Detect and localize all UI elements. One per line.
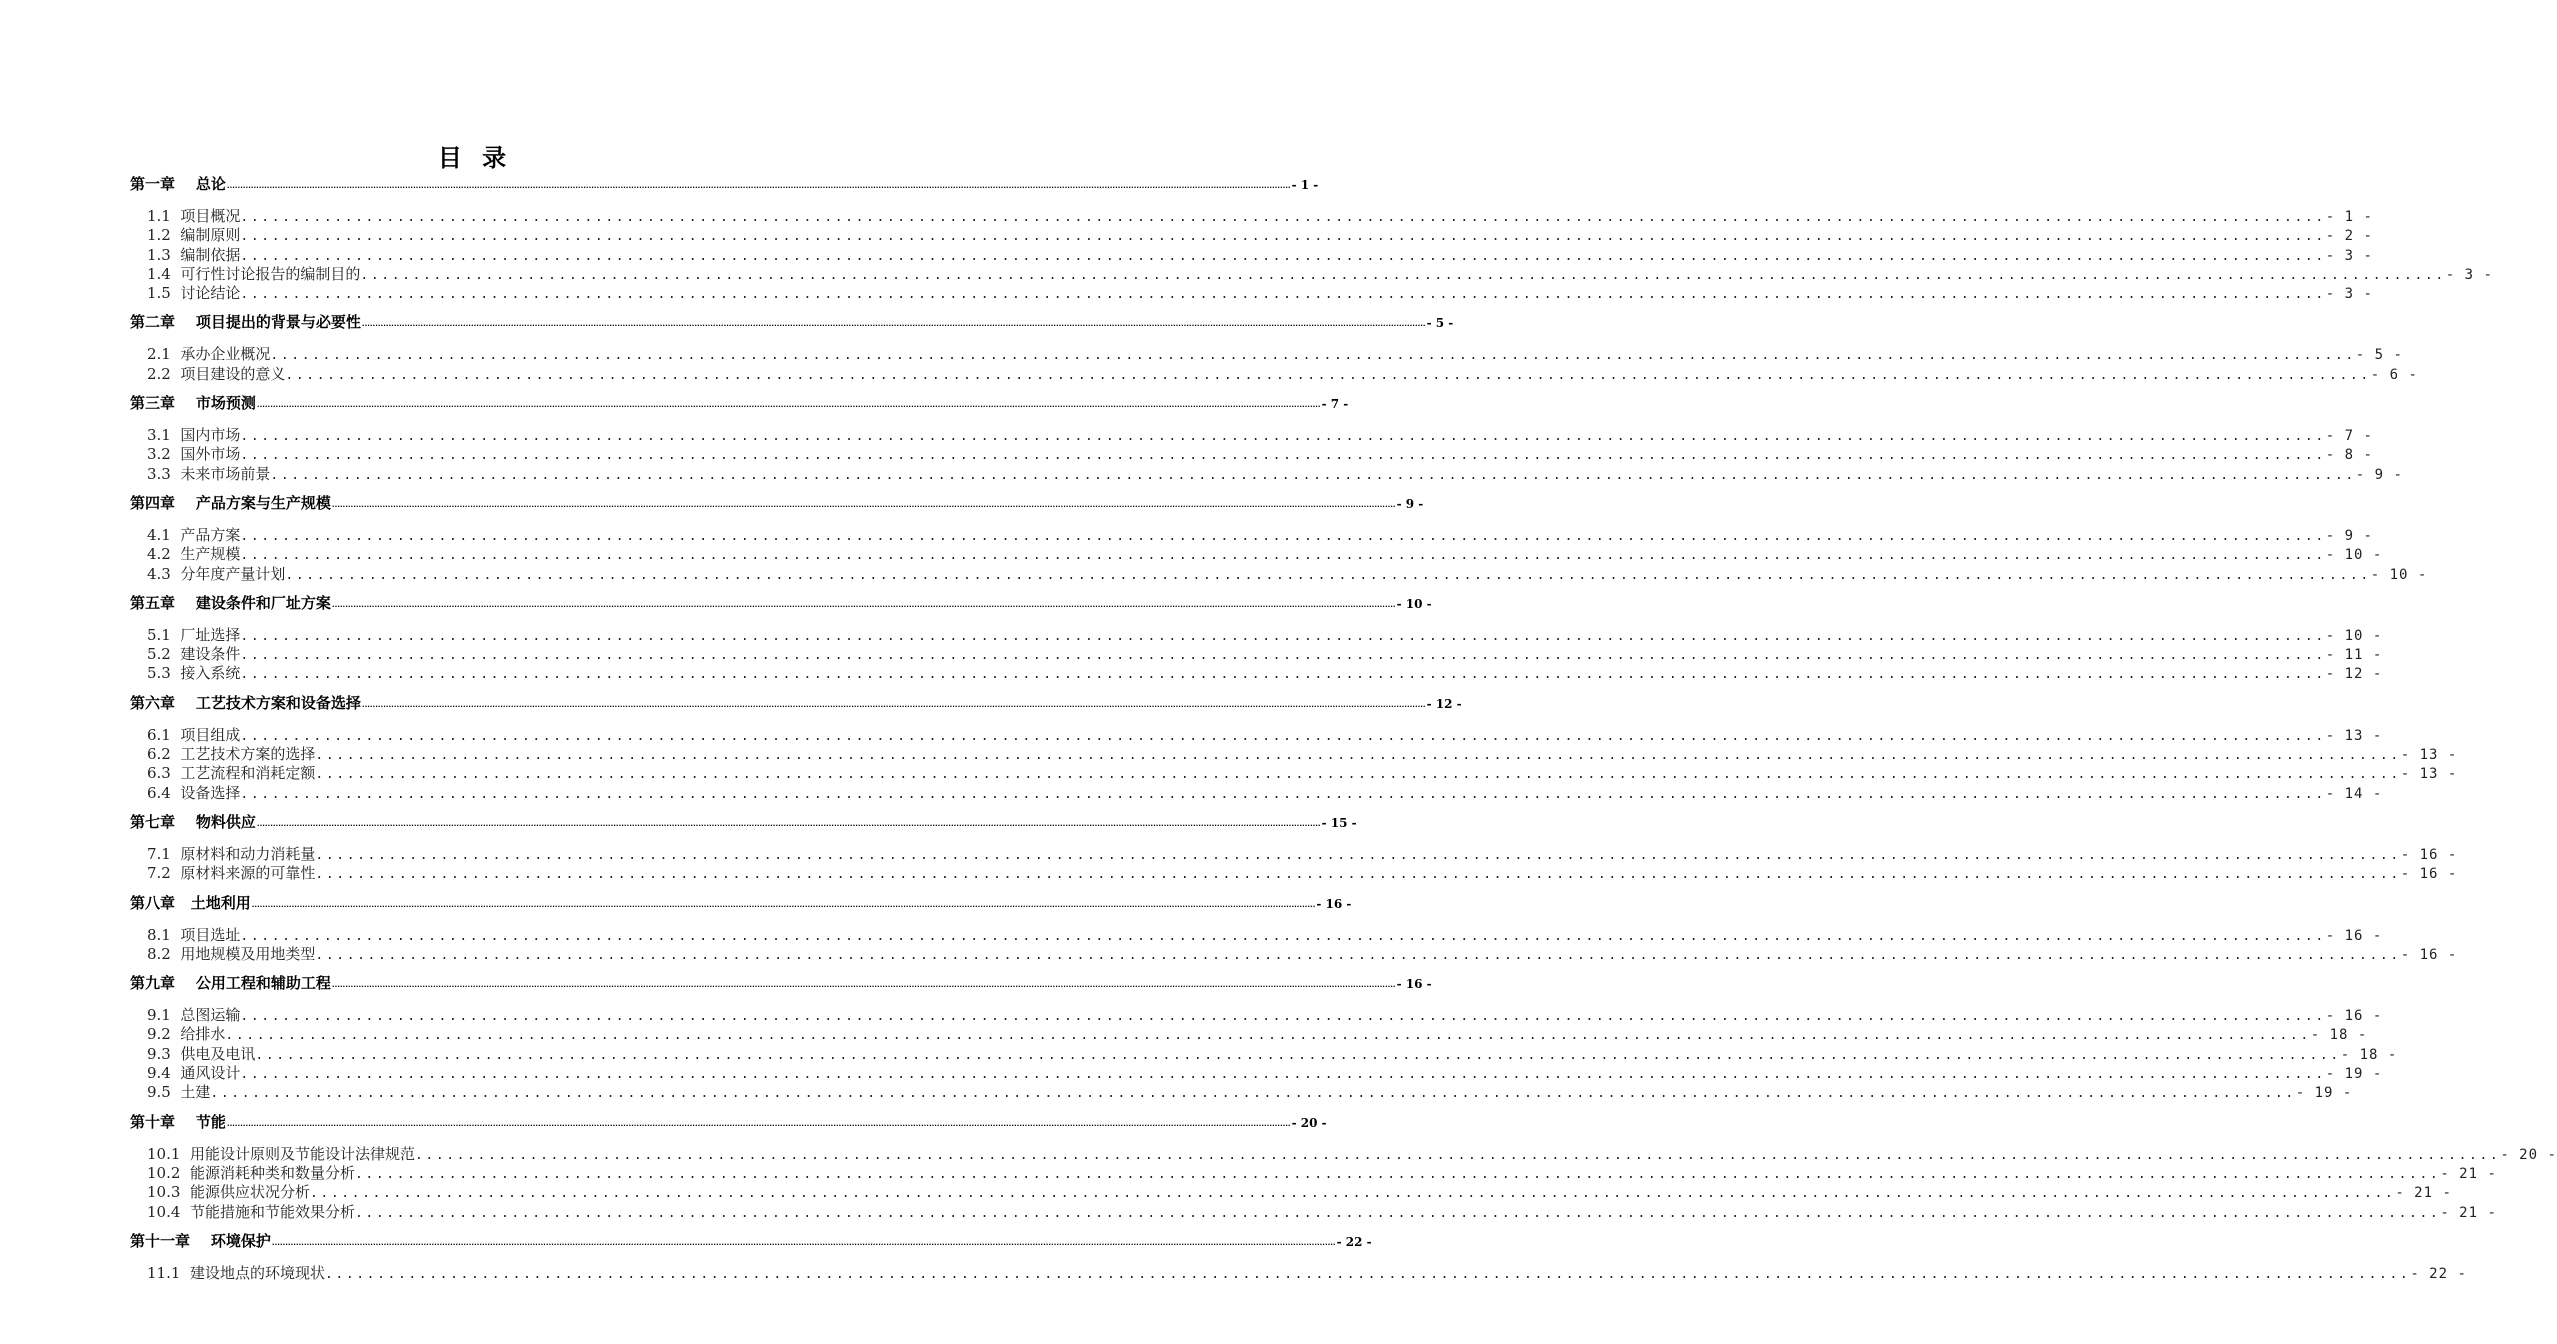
section-page-number: - 2 - <box>2325 228 2373 245</box>
toc-section-entry[interactable] <box>147 244 2373 264</box>
section-title: 供电及电讯 <box>180 1044 256 1063</box>
section-number: 2.1 <box>147 345 171 364</box>
chapter-page-number: - 16 - <box>1396 977 1432 992</box>
chapter-spacer <box>175 894 191 912</box>
chapter-title: 工艺技术方案和设备选择 <box>195 693 361 712</box>
dot-leader: ........................................................................................................................................................................................................ <box>354 1166 2441 1182</box>
chapter-number: 第四章 <box>130 493 176 512</box>
chapter-spacer <box>175 394 196 412</box>
section-number: 10.2 <box>147 1163 181 1182</box>
section-title: 项目建设的意义 <box>180 364 286 383</box>
dot-leader: ........................................................................................................................................................................................................ <box>210 1086 2296 1102</box>
section-spacer <box>171 365 181 383</box>
chapter-spacer <box>175 694 196 712</box>
section-spacer <box>171 345 181 363</box>
toc-section-entry[interactable] <box>147 224 2373 245</box>
toc-chapter-entry[interactable] <box>130 892 1352 918</box>
toc-section-entry[interactable] <box>147 762 2458 783</box>
section-title: 接入系统 <box>180 664 241 683</box>
section-title: 工艺技术方案的选择 <box>180 745 316 764</box>
section-page-number: - 16 - <box>2325 1008 2383 1025</box>
section-page-number: - 13 - <box>2400 747 2458 764</box>
chapter-page-number: - 12 - <box>1426 696 1462 711</box>
section-title: 承办企业概况 <box>180 345 271 364</box>
chapter-title: 市场预测 <box>195 394 256 413</box>
section-list <box>130 724 2458 802</box>
toc-section-entry[interactable] <box>147 343 2403 364</box>
toc-section-entry[interactable] <box>147 543 2383 564</box>
dot-leader: ........................................................................................................................................................................................................ <box>240 248 2326 264</box>
toc-chapter-entry[interactable] <box>130 392 1349 418</box>
dot-leader: ........................................................................................................................................................................................................ <box>240 287 2326 303</box>
section-number: 9.1 <box>147 1006 171 1025</box>
section-spacer <box>171 926 181 944</box>
chapter-title: 环境保护 <box>210 1231 271 1250</box>
toc-section-entry[interactable] <box>147 363 2418 383</box>
chapter-title: 建设条件和厂址方案 <box>195 593 331 612</box>
section-spacer <box>180 1264 190 1282</box>
section-title: 讨论结论 <box>180 284 241 303</box>
section-title: 通风设计 <box>180 1064 241 1083</box>
chapter-title: 土地利用 <box>190 893 251 912</box>
section-spacer <box>171 864 181 882</box>
section-page-number: - 7 - <box>2325 428 2373 445</box>
section-page-number: - 13 - <box>2325 727 2383 744</box>
section-list <box>130 1004 2398 1102</box>
section-title: 工艺流程和消耗定额 <box>180 764 316 783</box>
section-page-number: - 5 - <box>2355 347 2403 364</box>
dot-leader: ........................................................................................................................................................................................................ <box>315 847 2401 863</box>
section-page-number: - 11 - <box>2325 647 2383 664</box>
chapter-spacer <box>175 813 196 831</box>
section-spacer <box>171 565 181 583</box>
section-spacer <box>171 1006 181 1024</box>
toc-section-entry[interactable] <box>147 643 2383 664</box>
chapter-number: 第一章 <box>130 175 176 193</box>
section-spacer <box>180 1164 190 1182</box>
section-title: 编制依据 <box>180 245 241 264</box>
section-number: 1.4 <box>147 264 171 283</box>
toc-section-entry[interactable] <box>147 724 2383 744</box>
dot-leader: ................................................................................................................................................................................................................................................................................................................................................................................................................ <box>331 600 1396 609</box>
dot-leader: ........................................................................................................................................................................................................ <box>315 867 2401 883</box>
section-title: 项目概况 <box>180 207 241 225</box>
section-page-number: - 13 - <box>2400 766 2458 783</box>
section-page-number: - 16 - <box>2400 866 2458 883</box>
section-list <box>130 205 2493 303</box>
chapter-title: 节能 <box>195 1112 226 1131</box>
section-number: 6.2 <box>147 745 171 764</box>
toc-section-entry[interactable] <box>147 1062 2383 1083</box>
chapter-number: 第七章 <box>130 812 176 831</box>
toc-chapter-entry[interactable] <box>130 492 1424 518</box>
section-spacer <box>171 1083 181 1101</box>
section-title: 用能设计原则及节能设计法律规范 <box>189 1144 415 1163</box>
section-list <box>130 343 2418 383</box>
section-number: 10.3 <box>147 1183 181 1202</box>
section-title: 能源供应状况分析 <box>189 1183 310 1202</box>
section-title: 原材料来源的可靠性 <box>180 864 316 883</box>
toc-chapter-entry[interactable] <box>130 811 1357 837</box>
chapter-page-number: - 5 - <box>1426 316 1454 331</box>
section-title: 生产规模 <box>180 545 241 564</box>
chapter-number: 第十一章 <box>130 1231 191 1250</box>
section-page-number: - 16 - <box>2400 846 2458 863</box>
section-spacer <box>171 626 181 644</box>
section-spacer <box>171 207 181 225</box>
section-number: 1.5 <box>147 284 171 303</box>
chapter-title: 产品方案与生产规模 <box>195 493 331 512</box>
chapter-title: 总论 <box>195 175 226 193</box>
table-of-contents <box>130 173 2557 1291</box>
toc-section-entry[interactable] <box>147 205 2373 225</box>
dot-leader: ........................................................................................................................................................................................................ <box>360 267 2446 283</box>
section-page-number: - 16 - <box>2325 927 2383 944</box>
toc-section-entry[interactable] <box>147 924 2383 944</box>
dot-leader: ........................................................................................................................................................................................................ <box>324 1266 2411 1282</box>
toc-section-entry[interactable] <box>147 1143 2557 1163</box>
toc-section-entry[interactable] <box>147 1023 2368 1044</box>
section-title: 建设条件 <box>180 645 241 664</box>
section-spacer <box>171 465 181 483</box>
chapter-number: 第十章 <box>130 1112 176 1131</box>
section-page-number: - 21 - <box>2440 1204 2497 1221</box>
section-spacer <box>171 1025 181 1043</box>
section-title: 编制原则 <box>180 226 241 245</box>
section-title: 给排水 <box>180 1025 226 1044</box>
section-title: 能源消耗种类和数量分析 <box>189 1163 355 1182</box>
section-page-number: - 9 - <box>2355 466 2403 483</box>
chapter-number: 第三章 <box>130 394 176 413</box>
toc-section-entry[interactable] <box>147 1004 2383 1025</box>
section-number: 9.3 <box>147 1044 171 1063</box>
toc-chapter-entry[interactable] <box>130 173 1319 199</box>
section-number: 5.2 <box>147 645 171 664</box>
chapter-page-number: - 7 - <box>1321 397 1349 412</box>
section-page-number: - 10 - <box>2325 627 2383 644</box>
section-spacer <box>171 545 181 563</box>
dot-leader: ........................................................................................................................................................................................................ <box>285 567 2371 583</box>
toc-section-entry[interactable] <box>147 1162 2497 1182</box>
chapter-spacer <box>190 1232 211 1250</box>
dot-leader: ................................................................................................................................................................................................................................................................................................................................................................................................................ <box>271 1238 1336 1247</box>
page-title: 目 录 <box>437 143 513 172</box>
section-spacer <box>171 945 181 963</box>
section-number: 4.3 <box>147 564 171 583</box>
chapter-page-number: - 20 - <box>1291 1115 1327 1130</box>
section-number: 11.1 <box>147 1263 181 1282</box>
section-spacer <box>171 445 181 463</box>
chapter-number: 第五章 <box>130 593 176 612</box>
section-number: 1.1 <box>147 207 171 225</box>
dot-leader: ........................................................................................................................................................................................................ <box>240 448 2326 464</box>
dot-leader: ................................................................................................................................................................................................................................................................................................................................................................................................................ <box>256 401 1321 410</box>
chapter-spacer <box>175 494 196 512</box>
toc-chapter-entry[interactable] <box>130 1111 1327 1137</box>
section-page-number: - 18 - <box>2340 1046 2398 1063</box>
section-spacer <box>171 246 181 264</box>
dot-leader: ........................................................................................................................................................................................................ <box>240 548 2326 564</box>
section-spacer <box>171 764 181 782</box>
section-number: 6.1 <box>147 725 171 744</box>
dot-leader: ........................................................................................................................................................................................................ <box>240 528 2326 544</box>
section-number: 3.2 <box>147 445 171 464</box>
dot-leader: ........................................................................................................................................................................................................ <box>240 429 2326 445</box>
toc-chapter-entry[interactable] <box>130 692 1462 718</box>
section-spacer <box>171 226 181 244</box>
toc-section-entry[interactable] <box>147 282 2373 303</box>
chapter-spacer <box>175 974 196 992</box>
toc-section-entry[interactable] <box>147 263 2493 283</box>
dot-leader: ........................................................................................................................................................................................................ <box>315 767 2401 783</box>
chapter-number: 第六章 <box>130 693 176 712</box>
chapter-page-number: - 10 - <box>1396 596 1432 611</box>
toc-section-entry[interactable] <box>147 624 2383 644</box>
section-spacer <box>171 1045 181 1063</box>
dot-leader: ................................................................................................................................................................................................................................................................................................................................................................................................................ <box>361 700 1426 709</box>
toc-section-entry[interactable] <box>147 524 2373 544</box>
section-title: 项目组成 <box>180 725 241 744</box>
toc-section-entry[interactable] <box>147 463 2403 483</box>
dot-leader: ................................................................................................................................................................................................................................................................................................................................................................................................................ <box>226 1119 1291 1128</box>
toc-section-entry[interactable] <box>147 782 2383 802</box>
dot-leader: ........................................................................................................................................................................................................ <box>240 210 2326 225</box>
toc-chapter-entry[interactable] <box>130 1230 1372 1256</box>
section-spacer <box>180 1203 190 1221</box>
section-title: 可行性讨论报告的编制目的 <box>180 264 361 283</box>
section-list <box>130 924 2458 963</box>
section-page-number: - 10 - <box>2325 547 2383 564</box>
section-number: 5.1 <box>147 625 171 644</box>
section-title: 总图运输 <box>180 1006 241 1025</box>
section-page-number: - 14 - <box>2325 785 2383 802</box>
section-page-number: - 21 - <box>2440 1165 2497 1182</box>
chapter-spacer <box>175 175 196 193</box>
chapter-page-number: - 15 - <box>1321 815 1357 830</box>
section-page-number: - 16 - <box>2400 946 2458 963</box>
dot-leader: ................................................................................................................................................................................................................................................................................................................................................................................................................ <box>361 320 1426 329</box>
dot-leader: ........................................................................................................................................................................................................ <box>240 786 2326 802</box>
dot-leader: ........................................................................................................................................................................................................ <box>270 467 2356 483</box>
section-page-number: - 3 - <box>2325 286 2373 303</box>
dot-leader: ........................................................................................................................................................................................................ <box>315 947 2401 963</box>
section-number: 8.2 <box>147 944 171 963</box>
chapter-page-number: - 22 - <box>1336 1234 1372 1249</box>
section-page-number: - 12 - <box>2325 666 2383 683</box>
toc-section-entry[interactable] <box>147 662 2383 683</box>
section-number: 4.2 <box>147 545 171 564</box>
dot-leader: ................................................................................................................................................................................................................................................................................................................................................................................................................ <box>256 819 1321 828</box>
dot-leader: ........................................................................................................................................................................................................ <box>240 667 2326 683</box>
chapter-title: 公用工程和辅助工程 <box>195 974 331 993</box>
section-spacer <box>171 784 181 802</box>
section-spacer <box>171 526 181 544</box>
section-number: 3.3 <box>147 464 171 483</box>
section-number: 3.1 <box>147 426 171 445</box>
section-page-number: - 20 - <box>2500 1146 2557 1163</box>
section-title: 产品方案 <box>180 525 241 544</box>
section-spacer <box>171 645 181 663</box>
section-list <box>130 1262 2467 1282</box>
dot-leader: ........................................................................................................................................................................................................ <box>414 1147 2501 1163</box>
section-spacer <box>171 726 181 744</box>
chapter-number: 第二章 <box>130 313 176 332</box>
chapter-page-number: - 9 - <box>1396 496 1424 511</box>
section-list <box>130 624 2383 683</box>
chapter-page-number: - 16 - <box>1316 896 1352 911</box>
dot-leader: ........................................................................................................................................................................................................ <box>270 348 2356 364</box>
chapter-number: 第八章 <box>130 893 176 912</box>
dot-leader: ........................................................................................................................................................................................................ <box>309 1186 2396 1202</box>
section-number: 4.1 <box>147 525 171 544</box>
section-list <box>130 1143 2557 1221</box>
section-spacer <box>171 1064 181 1082</box>
dot-leader: ........................................................................................................................................................................................................ <box>225 1028 2311 1044</box>
section-number: 8.1 <box>147 925 171 944</box>
dot-leader: ........................................................................................................................................................................................................ <box>285 367 2371 383</box>
section-number: 9.4 <box>147 1064 171 1083</box>
section-title: 未来市场前景 <box>180 464 271 483</box>
section-page-number: - 8 - <box>2325 447 2373 464</box>
section-page-number: - 3 - <box>2325 247 2373 264</box>
section-page-number: - 6 - <box>2370 366 2418 383</box>
section-list <box>130 424 2403 483</box>
section-title: 国内市场 <box>180 426 241 445</box>
section-title: 原材料和动力消耗量 <box>180 844 316 863</box>
dot-leader: ................................................................................................................................................................................................................................................................................................................................................................................................................ <box>226 182 1291 190</box>
section-spacer <box>171 845 181 863</box>
section-number: 7.2 <box>147 864 171 883</box>
dot-leader: ........................................................................................................................................................................................................ <box>255 1047 2341 1063</box>
section-page-number: - 9 - <box>2325 527 2373 544</box>
chapter-number: 第九章 <box>130 974 176 993</box>
dot-leader: ........................................................................................................................................................................................................ <box>240 728 2326 744</box>
dot-leader: ........................................................................................................................................................................................................ <box>354 1205 2441 1221</box>
section-number: 1.2 <box>147 226 171 245</box>
section-title: 建设地点的环境现状 <box>189 1263 325 1282</box>
toc-section-entry[interactable] <box>147 943 2458 963</box>
section-page-number: - 21 - <box>2395 1185 2452 1202</box>
section-list <box>130 843 2458 883</box>
section-number: 6.3 <box>147 764 171 783</box>
toc-section-entry[interactable] <box>147 862 2458 883</box>
toc-section-entry[interactable] <box>147 843 2458 863</box>
dot-leader: ................................................................................................................................................................................................................................................................................................................................................................................................................ <box>251 900 1316 909</box>
section-number: 10.1 <box>147 1144 181 1163</box>
section-title: 分年度产量计划 <box>180 564 286 583</box>
section-number: 9.5 <box>147 1083 171 1102</box>
section-number: 9.2 <box>147 1025 171 1044</box>
section-title: 项目选址 <box>180 925 241 944</box>
dot-leader: ........................................................................................................................................................................................................ <box>240 628 2326 644</box>
section-spacer <box>171 664 181 682</box>
dot-leader: ........................................................................................................................................................................................................ <box>240 1067 2326 1083</box>
section-title: 用地规模及用地类型 <box>180 944 316 963</box>
section-spacer <box>180 1183 190 1201</box>
toc-section-entry[interactable] <box>147 1043 2398 1063</box>
toc-section-entry[interactable] <box>147 743 2458 764</box>
section-page-number: - 19 - <box>2295 1085 2353 1102</box>
dot-leader: ........................................................................................................................................................................................................ <box>315 748 2401 764</box>
section-page-number: - 10 - <box>2370 566 2428 583</box>
dot-leader: ................................................................................................................................................................................................................................................................................................................................................................................................................ <box>331 981 1396 990</box>
section-title: 节能措施和节能效果分析 <box>189 1202 355 1221</box>
section-page-number: - 18 - <box>2310 1027 2368 1044</box>
chapter-title: 物料供应 <box>195 812 256 831</box>
section-number: 1.3 <box>147 245 171 264</box>
section-page-number: - 22 - <box>2410 1265 2467 1282</box>
chapter-spacer <box>175 1113 196 1131</box>
chapter-spacer <box>175 313 196 331</box>
section-number: 7.1 <box>147 844 171 863</box>
dot-leader: ........................................................................................................................................................................................................ <box>240 648 2326 664</box>
section-page-number: - 1 - <box>2325 209 2373 225</box>
dot-leader: ........................................................................................................................................................................................................ <box>240 1009 2326 1025</box>
toc-section-entry[interactable] <box>147 1181 2452 1202</box>
section-title: 厂址选择 <box>180 625 241 644</box>
section-number: 6.4 <box>147 783 171 802</box>
toc-chapter-entry[interactable] <box>130 972 1432 998</box>
section-title: 设备选择 <box>180 783 241 802</box>
section-title: 土建 <box>180 1083 211 1102</box>
section-title: 国外市场 <box>180 445 241 464</box>
dot-leader: ........................................................................................................................................................................................................ <box>240 928 2326 944</box>
section-spacer <box>171 745 181 763</box>
toc-section-entry[interactable] <box>147 1201 2497 1221</box>
section-number: 2.2 <box>147 364 171 383</box>
toc-chapter-entry[interactable] <box>130 592 1432 618</box>
dot-leader: ........................................................................................................................................................................................................ <box>240 229 2326 245</box>
section-spacer <box>180 1145 190 1163</box>
section-number: 10.4 <box>147 1202 181 1221</box>
section-page-number: - 19 - <box>2325 1066 2383 1083</box>
chapter-title: 项目提出的背景与必要性 <box>195 313 361 332</box>
section-spacer <box>171 265 181 283</box>
toc-section-entry[interactable] <box>147 1081 2353 1102</box>
toc-section-entry[interactable] <box>147 1262 2467 1282</box>
dot-leader: ................................................................................................................................................................................................................................................................................................................................................................................................................ <box>331 500 1396 509</box>
section-number: 5.3 <box>147 664 171 683</box>
section-list <box>130 524 2428 583</box>
section-page-number: - 3 - <box>2445 266 2493 283</box>
toc-chapter-entry[interactable] <box>130 311 1454 337</box>
section-spacer <box>171 426 181 444</box>
chapter-spacer <box>175 594 196 612</box>
toc-section-entry[interactable] <box>147 563 2428 583</box>
chapter-page-number: - 1 - <box>1291 178 1319 192</box>
section-spacer <box>171 284 181 302</box>
toc-section-entry[interactable] <box>147 443 2373 464</box>
toc-section-entry[interactable] <box>147 424 2373 445</box>
